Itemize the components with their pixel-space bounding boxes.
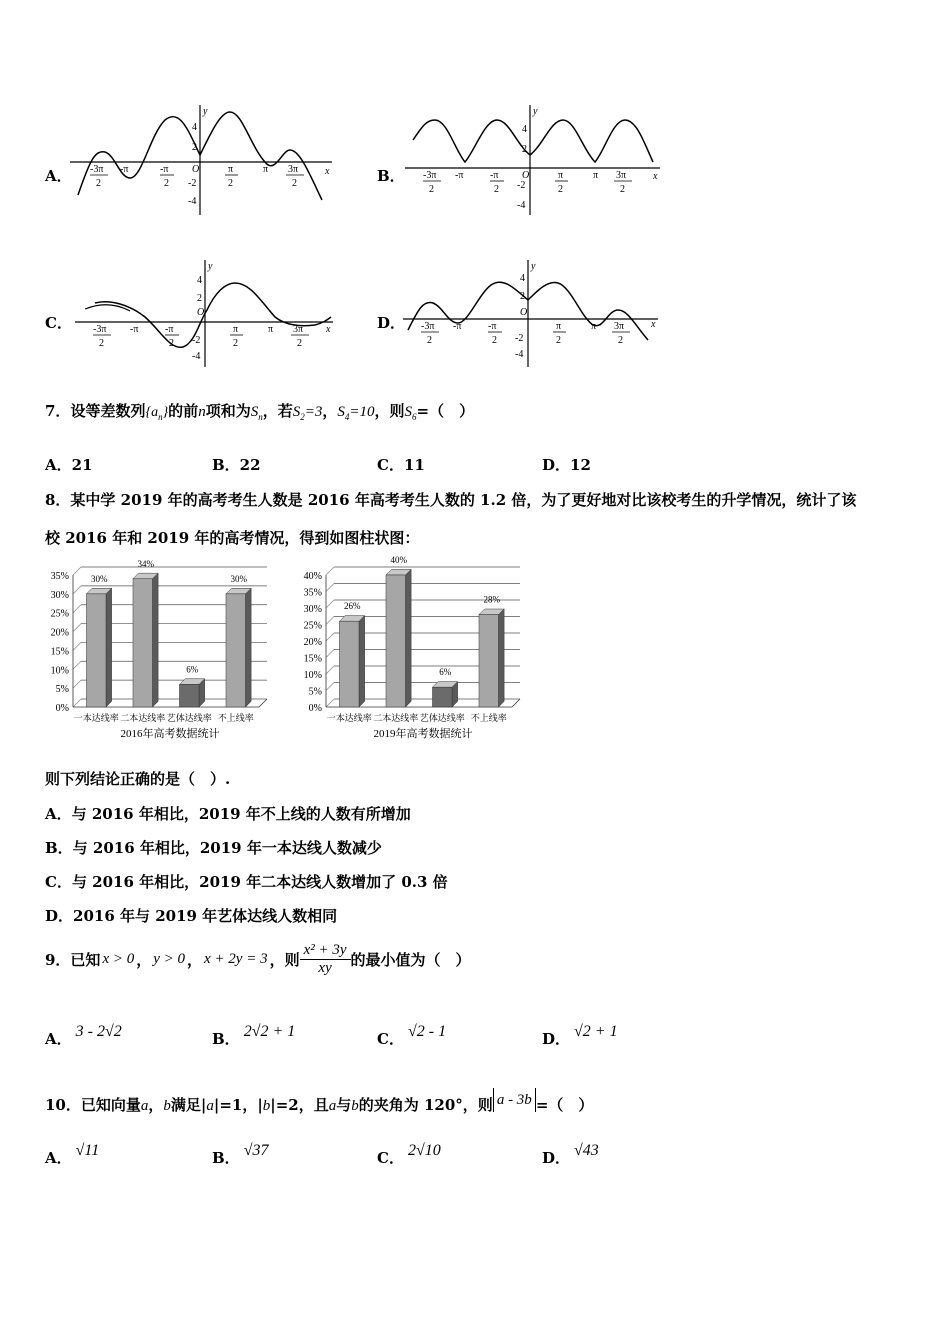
q10-option-b-expr: √37 xyxy=(243,1142,269,1159)
q10-text-d: |=2，且 xyxy=(270,1096,329,1114)
svg-text:π: π xyxy=(233,324,239,335)
svg-text:y: y xyxy=(208,261,213,272)
x-axis-depth xyxy=(512,699,520,707)
q10-option-a-label: A． xyxy=(45,1149,72,1167)
q7-number: 7． xyxy=(45,402,71,420)
y-tick-label: 5% xyxy=(308,686,322,698)
y-tick-label: 20% xyxy=(303,637,322,648)
svg-text:2: 2 xyxy=(96,178,101,189)
svg-text:-π: -π xyxy=(130,324,139,335)
y-tick-label: 15% xyxy=(50,646,69,658)
svg-text:2: 2 xyxy=(556,335,561,346)
svg-text:x: x xyxy=(326,324,331,335)
x-tick-label: 不上线率 xyxy=(470,713,507,723)
svg-text:π: π xyxy=(268,324,274,335)
svg-text:-4: -4 xyxy=(188,196,197,207)
bar xyxy=(479,615,499,707)
grid-diag xyxy=(73,680,81,688)
q10-a2: a xyxy=(206,1098,214,1114)
svg-text:O: O xyxy=(522,170,530,181)
data-label: 28% xyxy=(483,594,500,605)
svg-text:-π: -π xyxy=(120,164,129,175)
q9-option-b-label: B． xyxy=(212,1030,240,1048)
svg-text:3π: 3π xyxy=(614,321,625,332)
option-a-label: A． xyxy=(45,167,72,185)
q10-stem xyxy=(45,1094,593,1118)
q7-text-c: 项和为 xyxy=(205,402,251,420)
svg-text:2: 2 xyxy=(99,338,104,349)
bar xyxy=(133,579,153,707)
svg-text:-4: -4 xyxy=(192,351,201,362)
q9-option-b-expr: 2√2 + 1 xyxy=(243,1023,296,1040)
q8-option-d[interactable]: D．2016 年与 2019 年艺体达线人数相同 xyxy=(45,907,338,925)
q7-seq-sub: n xyxy=(158,411,163,422)
q7-option-b[interactable]: B．22 xyxy=(212,456,261,474)
svg-text:2: 2 xyxy=(192,142,197,153)
svg-text:-π: -π xyxy=(490,170,499,181)
svg-text:π: π xyxy=(228,164,234,175)
x-tick-label: 艺体达线率 xyxy=(166,713,212,723)
q8-line2: 校 2016 年和 2019 年的高考情况，得到如图柱状图： xyxy=(45,529,420,547)
svg-text:2: 2 xyxy=(520,291,525,302)
x-axis-depth xyxy=(259,699,267,707)
svg-text:4: 4 xyxy=(522,124,527,135)
y-tick-label: 25% xyxy=(50,608,69,620)
q7-text-d: ，若 xyxy=(262,402,293,420)
q10-text-c: |=1，| xyxy=(213,1096,263,1114)
bar-side xyxy=(359,616,365,707)
grid-diag xyxy=(326,633,334,641)
data-label: 6% xyxy=(186,664,199,675)
y-tick-label: 35% xyxy=(303,587,322,599)
q7-stem: 7．设等差数列$\{a_n\}$的前n项和为$S_n$，若$S_2=3$，$S_4=10$，则$S_6=$（ ） xyxy=(45,402,475,422)
bar-side xyxy=(499,609,505,707)
q9-fraction-num: x² + 3y xyxy=(300,942,351,960)
q10-b: b xyxy=(163,1098,171,1114)
svg-text:-3π: -3π xyxy=(421,321,435,332)
q10-option-a[interactable] xyxy=(45,1142,100,1168)
svg-text:x: x xyxy=(653,171,658,182)
svg-text:2: 2 xyxy=(427,335,432,346)
svg-text:-3π: -3π xyxy=(90,164,104,175)
svg-text:2: 2 xyxy=(494,184,499,195)
bar-side xyxy=(106,588,112,707)
q9-option-c[interactable] xyxy=(377,1023,447,1049)
svg-text:π: π xyxy=(558,170,564,181)
q10-text-a: 10．已知向量 xyxy=(45,1096,141,1114)
svg-text:-π: -π xyxy=(455,170,464,181)
y-tick-label: 0% xyxy=(55,703,69,714)
q10-text-e: 与 xyxy=(336,1096,352,1114)
data-label: 30% xyxy=(91,573,108,584)
bar xyxy=(432,687,452,707)
q8-question: 则下列结论正确的是（ ）. xyxy=(45,770,231,788)
svg-text:2: 2 xyxy=(558,184,563,195)
q10-option-c[interactable] xyxy=(377,1142,441,1168)
q8-option-a[interactable]: A．与 2016 年相比，2019 年不上线的人数有所增加 xyxy=(45,805,411,823)
q8-line1: 8．某中学 2019 年的高考考生人数是 2016 年高考考生人数的 1.2 倍，为了更好地对比该校考生的升学情况，统计了该 xyxy=(45,491,857,509)
q9-cond1: x > 0 xyxy=(102,951,135,967)
svg-text:-3π: -3π xyxy=(423,170,437,181)
svg-text:4: 4 xyxy=(197,275,202,286)
q7-option-c[interactable]: C．11 xyxy=(377,456,425,474)
q7-option-a[interactable]: A．21 xyxy=(45,456,93,474)
svg-text:2: 2 xyxy=(522,144,527,155)
y-tick-label: 30% xyxy=(303,604,322,615)
svg-text:y: y xyxy=(203,106,208,117)
graph-c xyxy=(75,255,340,370)
svg-text:-π: -π xyxy=(453,321,462,332)
svg-text:2: 2 xyxy=(233,338,238,349)
q8-option-b[interactable]: B．与 2016 年相比，2019 年一本达线人数减少 xyxy=(45,839,382,857)
q7-sep: ， xyxy=(322,402,338,420)
q9-fraction xyxy=(300,942,351,977)
svg-text:O: O xyxy=(192,164,200,175)
q7-seq: a xyxy=(151,405,159,420)
graph-b xyxy=(405,100,665,220)
q9-option-c-label: C． xyxy=(377,1030,404,1048)
grid-diag xyxy=(326,600,334,608)
bar-chart-2019 xyxy=(298,555,528,750)
q10-option-b-label: B． xyxy=(212,1149,240,1167)
svg-text:y: y xyxy=(531,261,536,272)
q7-s2-val: =3 xyxy=(304,404,323,420)
q10-option-c-label: C． xyxy=(377,1149,404,1167)
q7-s4-val: =10 xyxy=(349,404,375,420)
y-tick-label: 40% xyxy=(303,571,322,582)
svg-text:O: O xyxy=(197,307,205,318)
q9-comma2: ， xyxy=(187,951,203,969)
bar xyxy=(339,621,359,707)
data-label: 34% xyxy=(137,558,154,569)
q9-option-b[interactable] xyxy=(212,1023,296,1049)
chart-title: 2016年高考数据统计 xyxy=(120,728,220,740)
bar xyxy=(179,684,199,707)
svg-text:3π: 3π xyxy=(293,324,304,335)
q7-s4: S xyxy=(337,404,345,420)
svg-text:3π: 3π xyxy=(288,164,299,175)
bar xyxy=(226,594,246,707)
q9-cond3: x + 2y = 3 xyxy=(204,951,268,967)
svg-text:2: 2 xyxy=(492,335,497,346)
graph-d xyxy=(403,255,665,370)
bar xyxy=(386,575,406,707)
q7-s: S xyxy=(250,404,259,420)
svg-text:-π: -π xyxy=(160,164,169,175)
q10-option-d[interactable] xyxy=(542,1142,599,1168)
q7-s6: S xyxy=(404,404,412,420)
svg-text:2: 2 xyxy=(228,178,233,189)
x-tick-label: 不上线率 xyxy=(217,713,254,723)
q9-stem xyxy=(45,942,471,977)
y-tick-label: 15% xyxy=(303,653,322,665)
y-tick-label: 30% xyxy=(50,589,69,601)
svg-text:x: x xyxy=(651,319,656,330)
grid-diag xyxy=(326,666,334,674)
q10-tail: =（ ） xyxy=(535,1096,594,1114)
q9-option-d[interactable] xyxy=(542,1023,618,1049)
x-tick-label: 艺体达线率 xyxy=(419,713,465,723)
q9-option-a-label: A． xyxy=(45,1030,72,1048)
q9-option-d-label: D． xyxy=(542,1030,571,1048)
svg-text:-2: -2 xyxy=(517,180,526,191)
q9-option-a[interactable] xyxy=(45,1023,122,1049)
grid-diag xyxy=(326,650,334,658)
grid-diag xyxy=(73,699,81,707)
q10-option-d-expr: √43 xyxy=(574,1142,599,1159)
svg-text:2: 2 xyxy=(164,178,169,189)
svg-text:2: 2 xyxy=(169,338,174,349)
svg-text:-4: -4 xyxy=(515,349,524,360)
bar-side xyxy=(406,569,412,707)
svg-text:-2: -2 xyxy=(515,333,524,344)
y-tick-label: 5% xyxy=(55,684,69,696)
svg-text:y: y xyxy=(533,106,538,117)
svg-text:π: π xyxy=(263,164,269,175)
y-tick-label: 25% xyxy=(303,620,322,632)
svg-text:x: x xyxy=(325,166,330,177)
grid-diag xyxy=(326,683,334,691)
q10-a: a xyxy=(140,1098,149,1114)
q10-option-d-label: D． xyxy=(542,1149,571,1167)
q9-option-c-expr: √2 - 1 xyxy=(407,1023,447,1040)
q10-b2: b xyxy=(262,1098,271,1114)
svg-text:4: 4 xyxy=(520,273,525,284)
svg-text:2: 2 xyxy=(620,184,625,195)
svg-text:-3π: -3π xyxy=(93,324,107,335)
svg-text:4: 4 xyxy=(192,122,197,133)
q10-option-a-expr: √11 xyxy=(75,1142,100,1159)
q9-tail: 的最小值为（ ） xyxy=(350,951,471,969)
data-label: 30% xyxy=(230,573,247,584)
q10-a3: a xyxy=(328,1098,337,1114)
svg-text:3π: 3π xyxy=(616,170,627,181)
bar-side xyxy=(153,573,159,707)
svg-text:-2: -2 xyxy=(188,178,197,189)
data-label: 40% xyxy=(390,555,407,565)
svg-text:π: π xyxy=(591,321,597,332)
grid-diag xyxy=(326,699,334,707)
svg-text:2: 2 xyxy=(297,338,302,349)
q9-option-a-expr: 3 - 2√2 xyxy=(75,1023,122,1040)
grid-diag xyxy=(73,586,81,594)
x-tick-label: 二本达线率 xyxy=(373,713,419,723)
y-tick-label: 20% xyxy=(50,627,69,639)
q10-option-b[interactable] xyxy=(212,1142,269,1168)
q7-s6-sub: 6 xyxy=(412,412,417,422)
bar-side xyxy=(246,588,252,707)
q7-option-d[interactable]: D．12 xyxy=(542,456,591,474)
svg-text:O: O xyxy=(520,307,528,318)
q10-b3: b xyxy=(351,1098,359,1114)
q8-option-c[interactable]: C．与 2016 年相比，2019 年二本达线人数增加了 0.3 倍 xyxy=(45,873,448,891)
q10-abs-expr: a - 3b xyxy=(493,1088,536,1112)
q7-s-sub: n xyxy=(258,412,263,422)
svg-text:2: 2 xyxy=(429,184,434,195)
svg-text:-2: -2 xyxy=(192,335,201,346)
y-tick-label: 35% xyxy=(50,571,69,582)
svg-text:-π: -π xyxy=(488,321,497,332)
bar xyxy=(86,594,106,707)
q9-then: ，则 xyxy=(269,951,300,969)
svg-text:π: π xyxy=(556,321,562,332)
data-label: 6% xyxy=(439,667,452,678)
q7-s4-sub: 4 xyxy=(344,412,350,422)
option-b-label: B． xyxy=(377,167,405,185)
grid-diag xyxy=(326,617,334,625)
grid-diag xyxy=(73,567,81,575)
q10-text-b: 满足| xyxy=(170,1096,207,1114)
svg-text:2: 2 xyxy=(618,335,623,346)
q7-s2-sub: 2 xyxy=(300,412,305,422)
q9-fraction-den: xy xyxy=(318,960,332,976)
y-tick-label: 10% xyxy=(303,670,322,681)
q7-s2: S xyxy=(292,404,301,420)
option-d-label: D． xyxy=(377,314,406,332)
y-tick-label: 0% xyxy=(308,703,322,714)
x-tick-label: 一本达线率 xyxy=(73,713,119,723)
q7-n: n xyxy=(198,404,206,420)
svg-text:-π: -π xyxy=(165,324,174,335)
grid-diag xyxy=(326,567,334,575)
q7-text-a: 设等差数列 xyxy=(70,402,146,420)
q10-sep: ， xyxy=(148,1096,164,1114)
q9-option-d-expr: √2 + 1 xyxy=(574,1023,618,1040)
grid-diag xyxy=(73,661,81,669)
svg-text:-4: -4 xyxy=(517,200,526,211)
grid-diag xyxy=(73,605,81,613)
grid-diag xyxy=(73,624,81,632)
x-tick-label: 一本达线率 xyxy=(326,713,372,723)
q7-tail: =（ ） xyxy=(416,402,475,420)
chart-title: 2019年高考数据统计 xyxy=(373,728,473,740)
bar-chart-2016 xyxy=(45,555,275,750)
y-tick-label: 10% xyxy=(50,665,69,677)
option-c-label: C． xyxy=(45,314,72,332)
q9-cond2: y > 0 xyxy=(153,951,186,967)
q7-text-b: 的前 xyxy=(168,402,199,420)
svg-text:π: π xyxy=(593,170,599,181)
q7-text-e: ，则 xyxy=(374,402,405,420)
svg-text:2: 2 xyxy=(292,178,297,189)
grid-diag xyxy=(73,642,81,650)
data-label: 26% xyxy=(344,601,361,612)
svg-text:2: 2 xyxy=(197,293,202,304)
grid-diag xyxy=(326,584,334,592)
q9-comma1: ， xyxy=(136,951,152,969)
q10-option-c-expr: 2√10 xyxy=(407,1142,441,1159)
q10-text-f: 的夹角为 120°，则 xyxy=(358,1096,493,1114)
x-tick-label: 二本达线率 xyxy=(120,713,166,723)
graph-a xyxy=(70,100,340,220)
q9-number: 9．已知 xyxy=(45,951,101,969)
